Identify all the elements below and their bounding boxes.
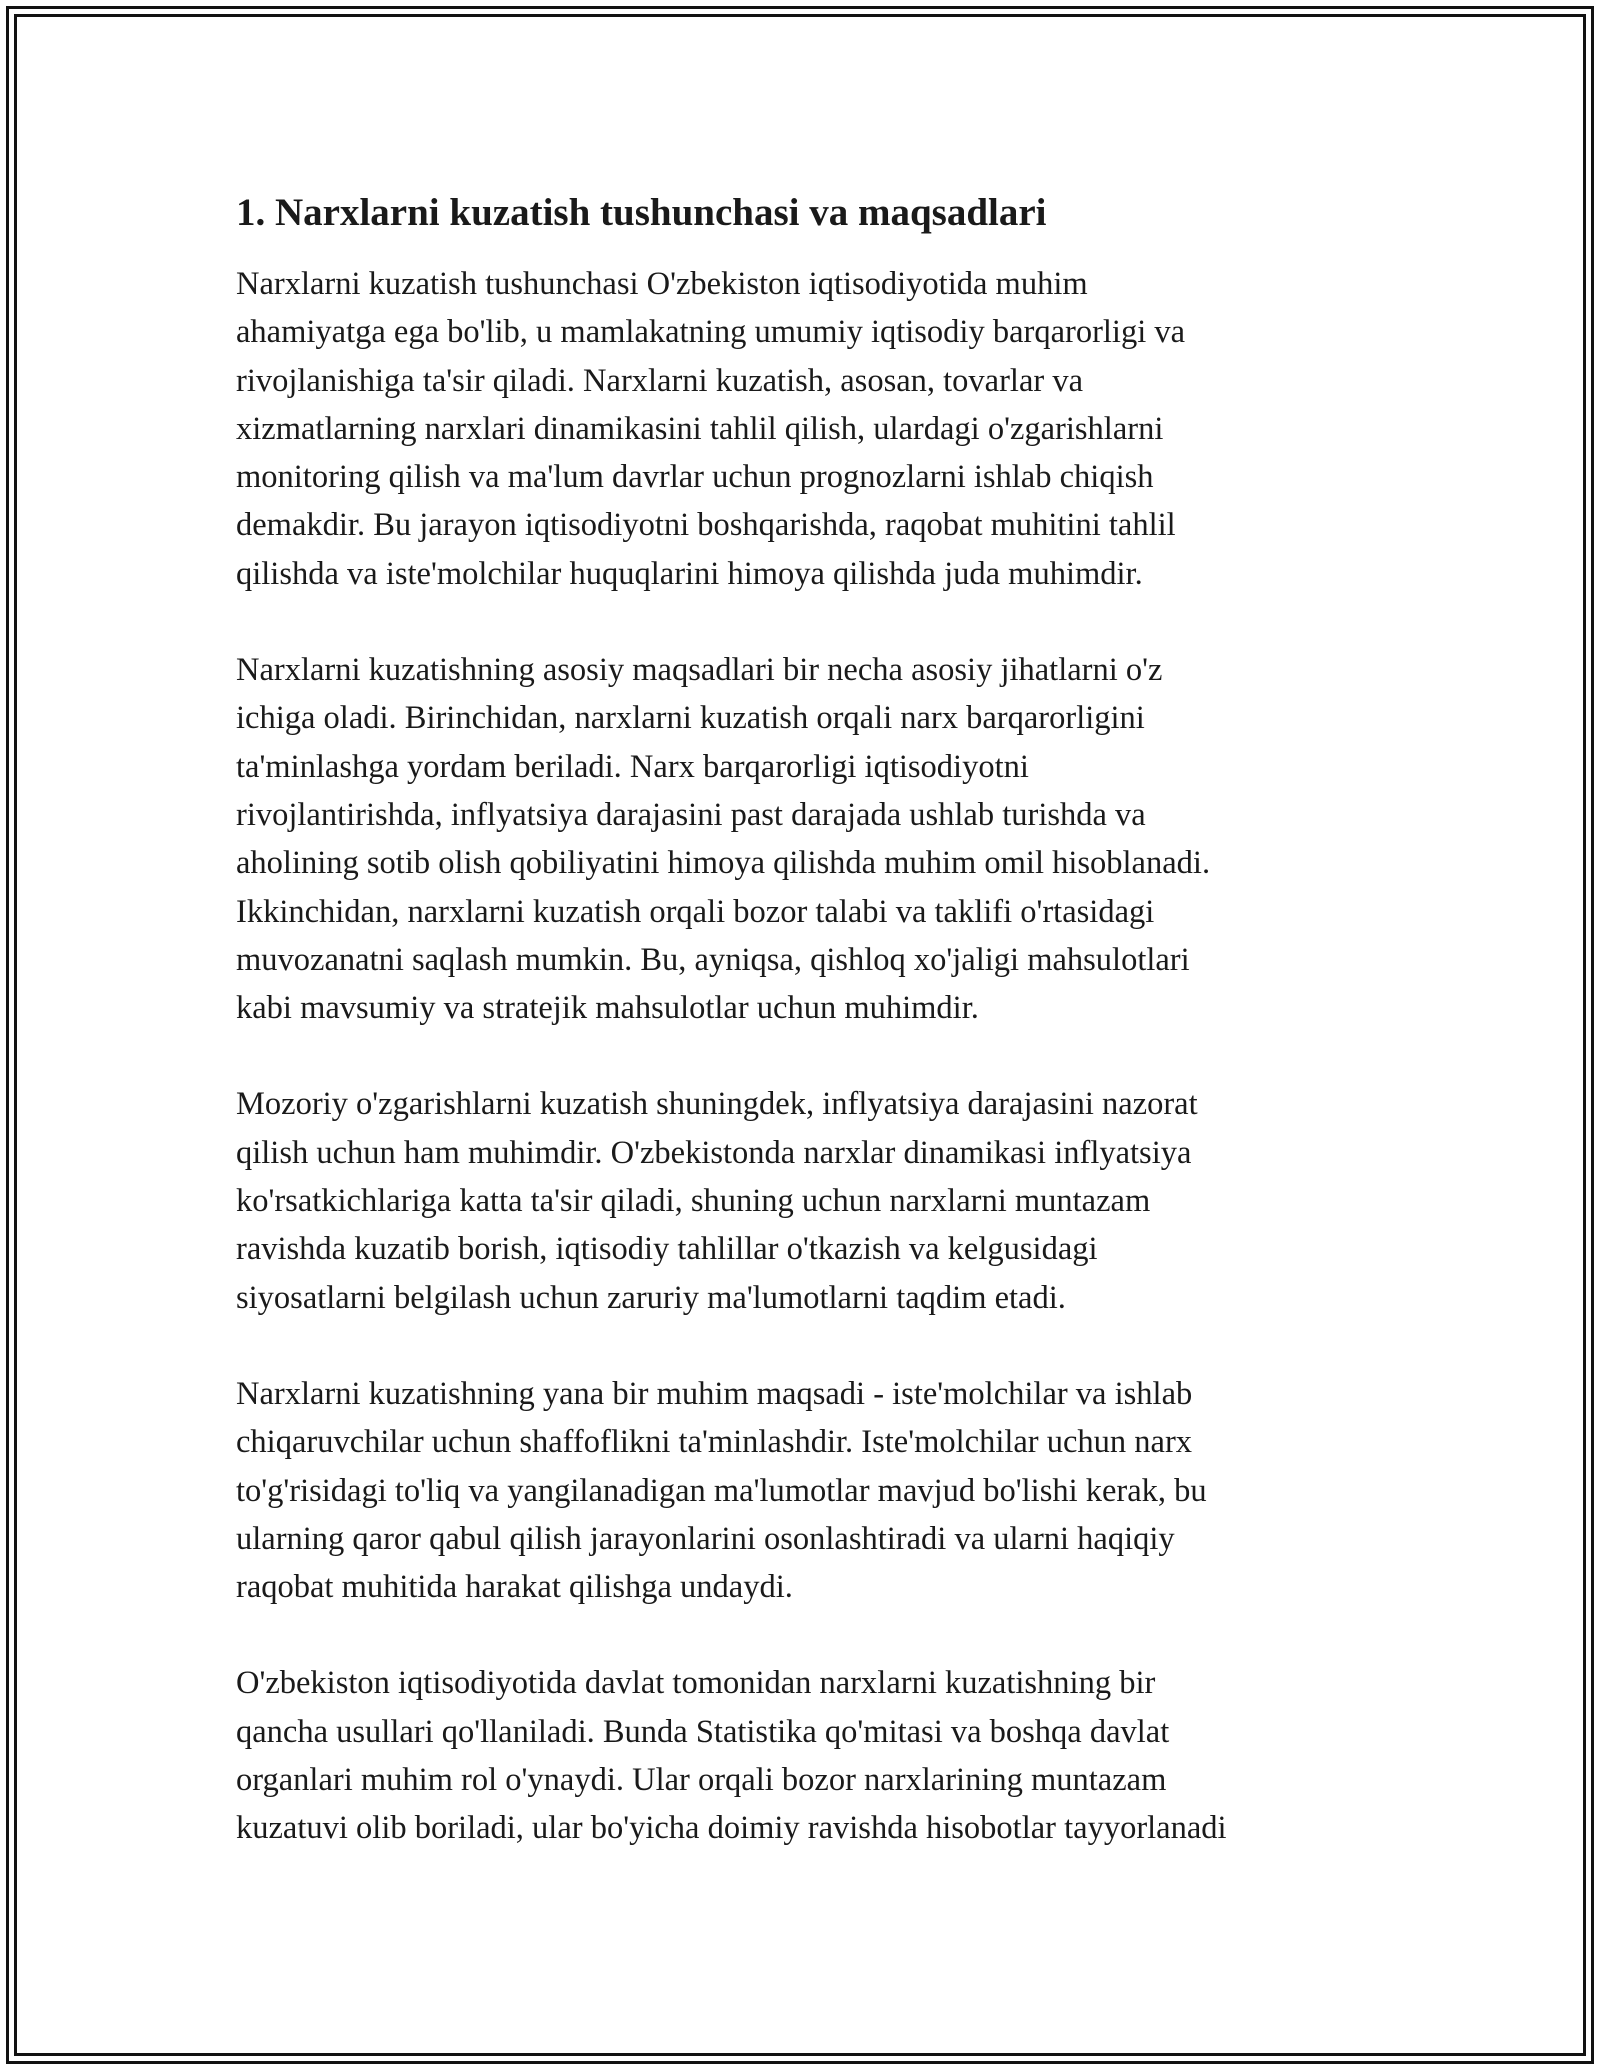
text-line: ta'minlashga yordam beriladi. Narx barqarorligi iqtisodiyotni [236,748,1029,785]
text-line: chiqaruvchilar uchun shaffoflikni ta'minlashdir. Iste'molchilar uchun narx [236,1424,1193,1461]
text-line: Mozoriy o'zgarishlarni kuzatish shuningdek, inflyatsiya darajasini nazorat [236,1086,1198,1123]
text-line: organlari muhim rol o'ynaydi. Ular orqali bozor narxlarining muntazam [236,1762,1167,1799]
text-line: Ikkinchidan, narxlarni kuzatish orqali bozor talabi va taklifi o'rtasidagi [236,893,1155,930]
text-line: qilishda va iste'molchilar huquqlarini himoya qilishda juda muhimdir. [236,555,1143,592]
text-line: to'g'risidagi to'liq va yangilanadigan ma'lumotlar mavjud bo'lishi kerak, bu [236,1472,1207,1509]
text-line: ko'rsatkichlariga katta ta'sir qiladi, shuning uchun narxlarni muntazam [236,1183,1151,1220]
paragraph-3 [236,1080,1366,1321]
text-line: ichiga oladi. Birinchidan, narxlarni kuzatish orqali narx barqarorligini [236,700,1145,737]
text-line: qilish uchun ham muhimdir. O'zbekistonda narxlar dinamikasi inflyatsiya [236,1134,1192,1171]
paragraph-2 [236,646,1366,1032]
text-line: O'zbekiston iqtisodiyotida davlat tomonidan narxlarni kuzatishning bir [236,1665,1156,1702]
document-body [236,188,1366,1901]
text-line: aholining sotib olish qobiliyatini himoya qilishda muhim omil hisoblanadi. [236,845,1211,882]
text-line: kabi mavsumiy va stratejik mahsulotlar uchun muhimdir. [236,990,979,1027]
text-line: Narxlarni kuzatishning yana bir muhim maqsadi - iste'molchilar va ishlab [236,1375,1193,1412]
text-line: kuzatuvi olib boriladi, ular bo'yicha doimiy ravishda hisobotlar tayyorlanadi [236,1810,1227,1847]
text-line: Narxlarni kuzatish tushunchasi O'zbekiston iqtisodiyotida muhim [236,266,1088,302]
text-line: raqobat muhitida harakat qilishga undaydi. [236,1569,793,1606]
text-line: rivojlantirishda, inflyatsiya darajasini past darajada ushlab turishda va [236,796,1146,833]
text-line: Narxlarni kuzatishning asosiy maqsadlari bir necha asosiy jihatlarni o'z [236,652,1163,689]
paragraph-1 [236,260,1366,598]
paragraph-5 [236,1659,1366,1852]
paragraph-4 [236,1370,1366,1611]
text-line: muvozanatni saqlash mumkin. Bu, ayniqsa, qishloq xo'jaligi mahsulotlari [236,941,1190,978]
section-title: 1. Narxlarni kuzatish tushunchasi va maqsadlari [236,191,1047,234]
text-line: qancha usullari qo'llaniladi. Bunda Statistika qo'mitasi va boshqa davlat [236,1713,1170,1750]
text-line: siyosatlarni belgilash uchun zaruriy ma'lumotlarni taqdim etadi. [236,1279,1066,1316]
text-line: demakdir. Bu jarayon iqtisodiyotni boshqarishda, raqobat muhitini tahlil [236,507,1176,544]
text-line: rivojlanishiga ta'sir qiladi. Narxlarni kuzatish, asosan, tovarlar va [236,362,1083,399]
text-line: ahamiyatga ega bo'lib, u mamlakatning umumiy iqtisodiy barqarorligi va [236,314,1186,351]
text-line: ravishda kuzatib borish, iqtisodiy tahlillar o'tkazish va kelgusidagi [236,1231,1098,1268]
text-line: monitoring qilish va ma'lum davrlar uchun prognozlarni ishlab chiqish [236,459,1154,496]
text-line: ularning qaror qabul qilish jarayonlarini osonlashtiradi va ularni haqiqiy [236,1520,1175,1557]
text-line: xizmatlarning narxlari dinamikasini tahlil qilish, ulardagi o'zgarishlarni [236,410,1164,447]
